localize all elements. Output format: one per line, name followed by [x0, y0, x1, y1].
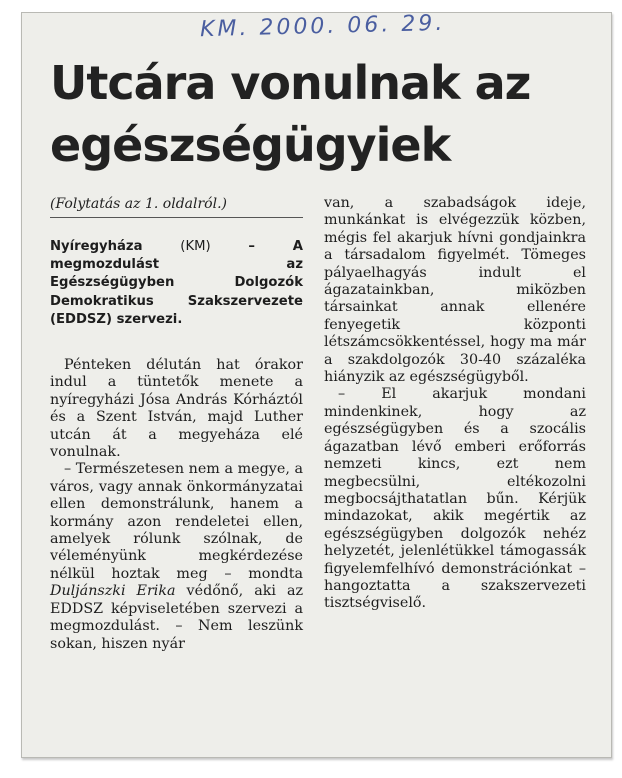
speaker-name: Duljánszki Erika [50, 583, 176, 600]
paragraph-2-text-a: – Természetesen nem a megye, a város, vagy annak önkormányzatai ellen demonstrálunk, hanem a kormány azon rendeletei ellen, amelyek rólunk szólnak, de véleményünk megkérdezése nélkül hoztak meg – mondta [50, 461, 303, 582]
handwritten-date-note: KM. 2000. 06. 29. [199, 10, 446, 43]
left-column [50, 357, 303, 653]
right-column [324, 195, 586, 613]
paragraph-4: – El akarjuk mondani mindenkinek, hogy az egészségügyben és a szocális ágazatban lévő emberi erőforrás nemzeti kincs, ezt nem megbecsülni, eltékozolni megbocsájthatatlan bűn. Kérjük mindazokat, akik megértik az egészségügyben dolgozók nehéz helyzetét, jelenlétükkel támogassák figyelemfelhívó demonstrációnkat – hangoztatta a szakszervezeti tisztségviselő. [324, 386, 586, 612]
paragraph-2-text-b: védőnő, aki az EDDSZ képviseletében szervezi a megmozdulást. – Nem leszünk sokan, hiszen nyár [50, 583, 304, 652]
article-headline: Utcára vonulnak az egészségügyiek [50, 56, 531, 172]
divider-rule [50, 217, 303, 218]
paragraph-1: Pénteken délután hat órakor indul a tüntetők menete a nyíregyházi Jósa András Kórháztól és a Szent István, majd Luther utcán át a megyeháza elé vonulnak. [50, 357, 303, 461]
paragraph-3: van, a szabadságok ideje, munkánkat is elvégezzük közben, mégis fel akarjuk hívni gondjainkra a társadalom figyelmét. Tömeges pályaelhagyás indult el ágazatainkban, miközben társainkat annak ellenére fenyegetik központi létszámcsökkentéssel, hogy ma már a szakdolgozók 30-40 százaléka hiányzik az egészségügyből. [324, 195, 586, 386]
paragraph-2 [50, 461, 303, 652]
article-lead [50, 238, 303, 329]
lead-place: Nyíregyháza [50, 239, 143, 254]
continuation-note: (Folytatás az 1. oldalról.) [50, 196, 227, 212]
lead-text: – A megmozdulást az Egészségügyben Dolgozók Demokratikus Szakszervezete (EDDSZ) szervezi. [50, 239, 304, 327]
lead-source: (KM) [180, 239, 211, 254]
